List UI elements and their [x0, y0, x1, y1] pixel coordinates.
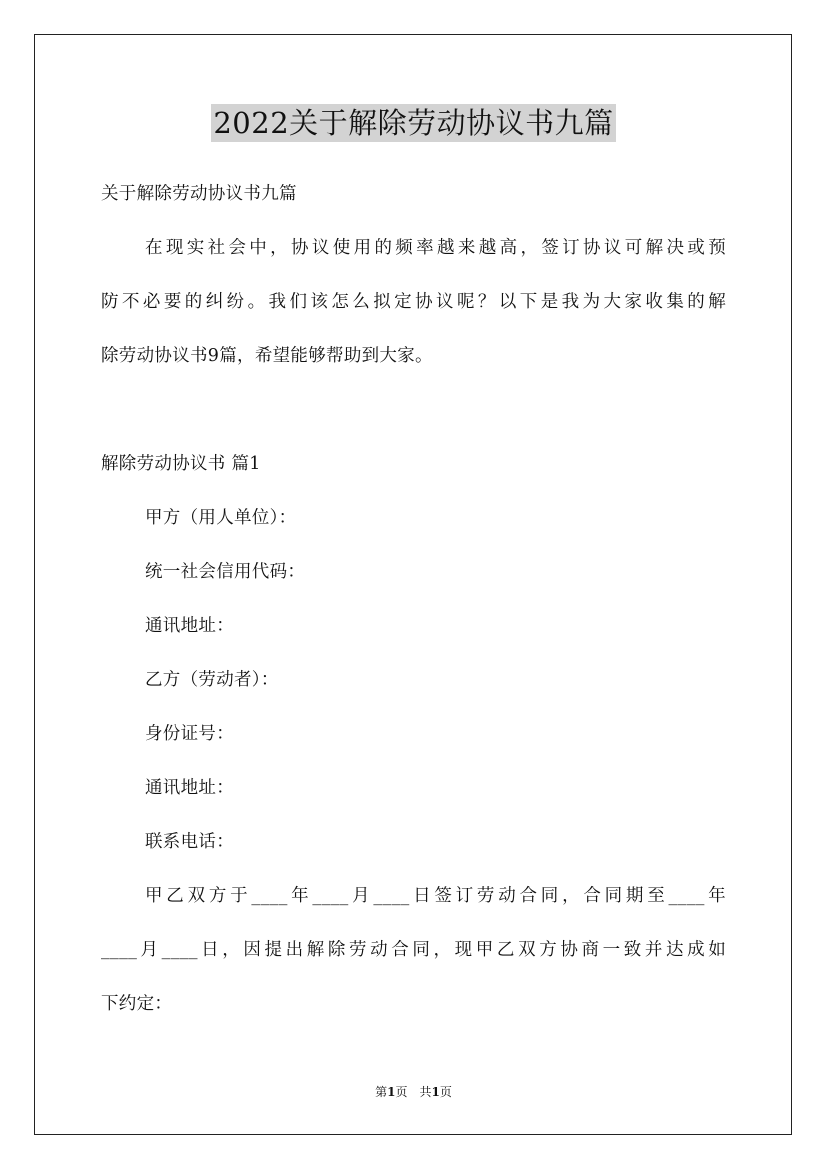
- field-party-a: 甲方（用人单位）：: [145, 508, 297, 528]
- subtitle: 关于解除劳动协议书九篇: [101, 184, 297, 204]
- intro-line-2: 防不必要的纠纷。我们该怎么拟定协议呢？以下是我为大家收集的解: [101, 292, 726, 312]
- field-id-number: 身份证号：: [145, 724, 234, 744]
- footer-total-pages: 1: [431, 1085, 440, 1099]
- agreement-line-3: 下约定：: [101, 994, 173, 1014]
- intro-line-3: 除劳动协议书9篇，希望能够帮助到大家。: [101, 346, 433, 366]
- footer-prefix: 第: [375, 1085, 388, 1099]
- agreement-line-2: ____月____日，因提出解除劳动合同，现甲乙双方协商一致并达成如: [101, 940, 726, 960]
- footer-page-number: 1: [387, 1085, 396, 1099]
- page-footer: [0, 1084, 827, 1100]
- field-phone: 联系电话：: [145, 832, 234, 852]
- title-container: [0, 104, 827, 142]
- agreement-line-1: 甲乙双方于____年____月____日签订劳动合同，合同期至____年: [145, 886, 726, 906]
- field-party-b: 乙方（劳动者）：: [145, 670, 279, 690]
- field-address-a: 通讯地址：: [145, 616, 234, 636]
- intro-line-1: 在现实社会中，协议使用的频率越来越高，签订协议可解决或预: [145, 238, 726, 258]
- document-title: 2022关于解除劳动协议书九篇: [213, 106, 614, 140]
- section-heading: 解除劳动协议书 篇1: [101, 454, 261, 474]
- field-address-b: 通讯地址：: [145, 778, 234, 798]
- field-credit-code: 统一社会信用代码：: [145, 562, 306, 582]
- footer-suffix: 页: [439, 1085, 452, 1099]
- footer-mid: 页 共: [395, 1085, 432, 1099]
